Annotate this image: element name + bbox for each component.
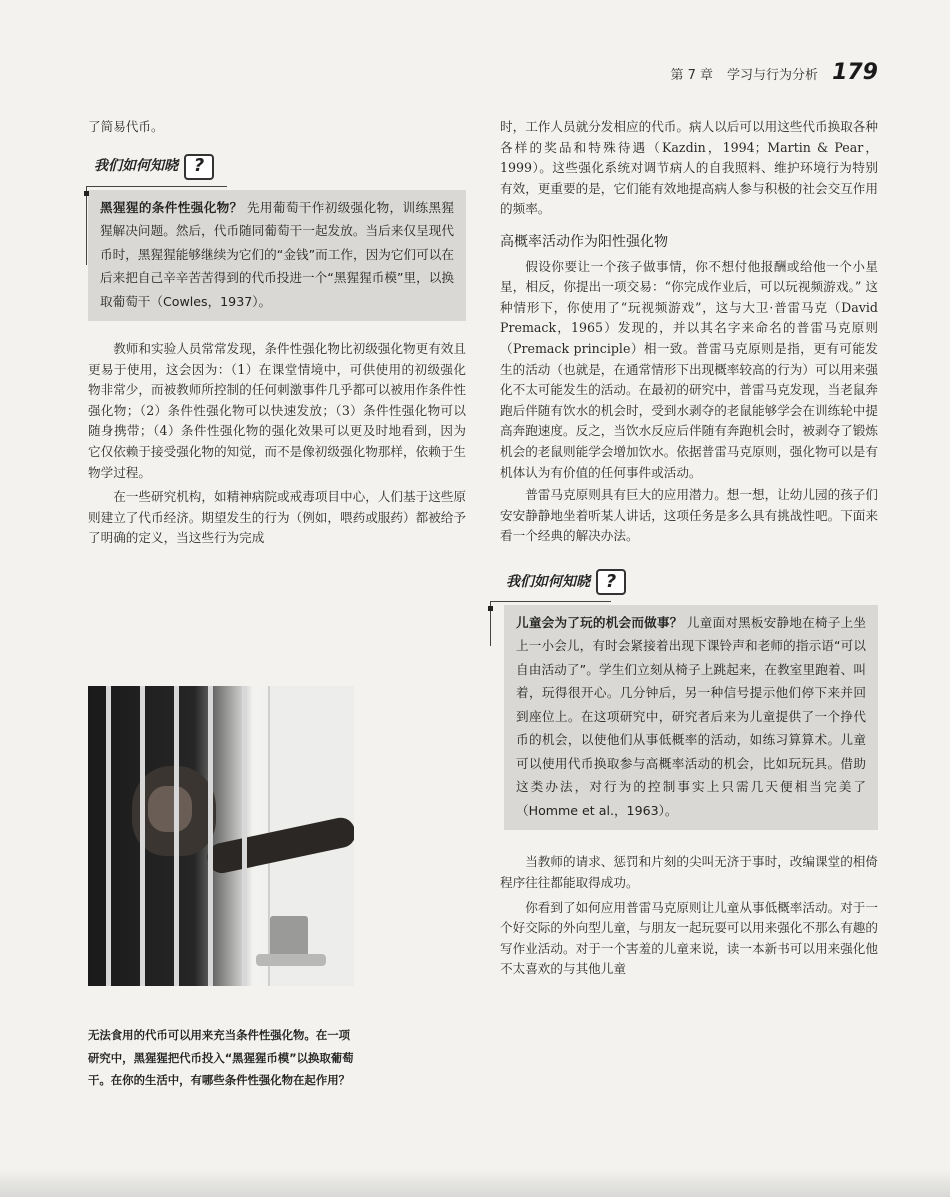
how-we-know-heading [94, 154, 466, 180]
how-we-know-box-children [500, 569, 878, 831]
how-we-know-heading-text: 我们如何知晓 [94, 158, 178, 175]
question-mark-icon: ? [596, 569, 626, 595]
chimp-photo [88, 686, 354, 986]
box-corner-mark [86, 186, 227, 265]
left-paragraph-token-economy: 在一些研究机构，如精神病院或戒毒项目中心，人们基于这些原则建立了代币经济。期望发生的行为（例如，喂药或服药）都被给予了明确的定义，当这些行为完成 [88, 489, 466, 546]
how-we-know-box-chimp [88, 154, 466, 322]
cage-bar [174, 686, 179, 986]
left-paragraph-conditioned: 教师和实验人员常常发现，条件性强化物比初级强化物更有效且更易于使用，这会因为：（1）在课堂情境中，可供使用的初级强化物非常少，而被教师所控制的任何刺激事件几乎都可以被用作条件性强化物；（2）条件性强化物可以快速发放；（3）条件性强化物可以随身携带；（4）条件性强化物的强化效果可以更及时地看到，因为它仅依赖于接受强化物的知觉，而不是像初级强化物那样，依赖于生物学过程。 [88, 341, 466, 480]
running-head [671, 60, 879, 85]
chimp-face-shape [148, 786, 192, 832]
page-bottom-shadow [0, 1169, 950, 1197]
chimp-box-text: 先用葡萄干作初级强化物，训练黑猩猩解决问题。然后，代币随同葡萄干一起发放。当后来仅呈现代币时，黑猩猩能够继续为它们的“金钱”而工作，因为它们可以在后来把自己辛辛苦苦得到的代币投进一个“黑猩猩币模”里，以换取葡萄干（Cowles，1937）。 [100, 199, 454, 309]
how-we-know-heading-text: 我们如何知晓 [506, 573, 590, 590]
children-box-text: 儿童面对黑板安静地在椅子上坐上一小会儿，有时会紧接着出现下课铃声和老师的指示语“可以自由活动了”。学生们立刻从椅子上跳起来，在教室里跑着、叫着，玩得很开心。几分钟后，另一种信号提示他们停下来并回到座位上。在这项研究中，研究者后来为儿童提供了一个挣代币的机会，以使他们从事低概率的活动，如练习算算术。儿童可以使用代币换取参与高概率活动的机会，比如玩玩具。借助这类办法，对行为的控制事实上只需几天便相当完美了（Homme et al.，1963）。 [516, 614, 866, 818]
left-paragraph-continued: 了简易代币。 [88, 119, 164, 134]
right-column [500, 117, 878, 980]
page-number: 179 [832, 60, 878, 85]
question-mark-icon: ? [184, 154, 214, 180]
right-paragraph-tokens: 时，工作人员就分发相应的代币。病人以后可以用这些代币换取各种各样的奖品和特殊待遇（Kazdin，1994；Martin & Pear，1999）。这些强化系统对调节病人的自我照料、维护环境行为特别有效，更重要的是，它们能有效地提高病人参与积极的社会交互作用的频率。 [500, 119, 878, 217]
cage-bar [208, 686, 213, 986]
section-title: 高概率活动作为阳性强化物 [500, 233, 668, 250]
left-column [88, 117, 466, 549]
chimp-box-lead: 黑猩猩的条件性强化物？ [100, 199, 243, 215]
figure-caption: 无法食用的代币可以用来充当条件性强化物。在一项研究中，黑猩猩把代币投入“黑猩猩币模”以换取葡萄干。在你的生活中，有哪些条件性强化物在起作用？ [88, 1028, 354, 1088]
token-tray-shape [256, 954, 326, 966]
cage-bar [106, 686, 111, 986]
how-we-know-heading [506, 569, 878, 595]
right-paragraph-potential: 普雷马克原则具有巨大的应用潜力。想一想，让幼儿园的孩子们安安静静地坐着听某人讲话，这项任务是多么具有挑战性吧。下面来看一个经典的解决办法。 [500, 487, 878, 544]
chapter-title: 学习与行为分析 [727, 68, 819, 83]
box-corner-mark [490, 601, 611, 646]
right-paragraph-premack: 假设你要让一个孩子做事情，你不想付他报酬或给他一个小星星，相反，你提出一项交易：“你完成作业后，可以玩视频游戏。” 这种情形下，你使用了“玩视频游戏”，这与大卫·普雷马克（David Premack，1965）发现的，并以其名字来命名的普雷马克原则（Premack principle）相一致。普雷马克原则是指，更有可能发生的活动（也就是，在通常情形下出现概率较高的行为）可以用来强化不太可能发生的活动。在最初的研究中，普雷马克发现，当老鼠奔跑后伴随有饮水的机会时，受到水剥夺的老鼠能够学会在训练轮中提高奔跑速度。反之，当饮水反应后伴随有奔跑机会时，被剥夺了锻炼机会的老鼠则能学会增加饮水。依据普雷马克原则，强化物可以是有机体认为有价值的任何事件或活动。 [500, 258, 878, 480]
chapter-label: 第 7 章 [670, 68, 714, 83]
cage-bar [242, 686, 247, 986]
cage-bar [140, 686, 145, 986]
children-box-lead: 儿童会为了玩的机会而做事？ [516, 614, 683, 630]
right-paragraph-contingency: 当教师的请求、惩罚和片刻的尖叫无济于事时，改编课堂的相倚程序往往都能取得成功。 [500, 854, 878, 890]
right-paragraph-application: 你看到了如何应用普雷马克原则让儿童从事低概率活动。对于一个好交际的外向型儿童，与朋友一起玩耍可以用来强化不那么有趣的写作业活动。对于一个害羞的儿童来说，读一本新书可以用来强化他不太喜欢的与其他儿童 [500, 899, 878, 977]
